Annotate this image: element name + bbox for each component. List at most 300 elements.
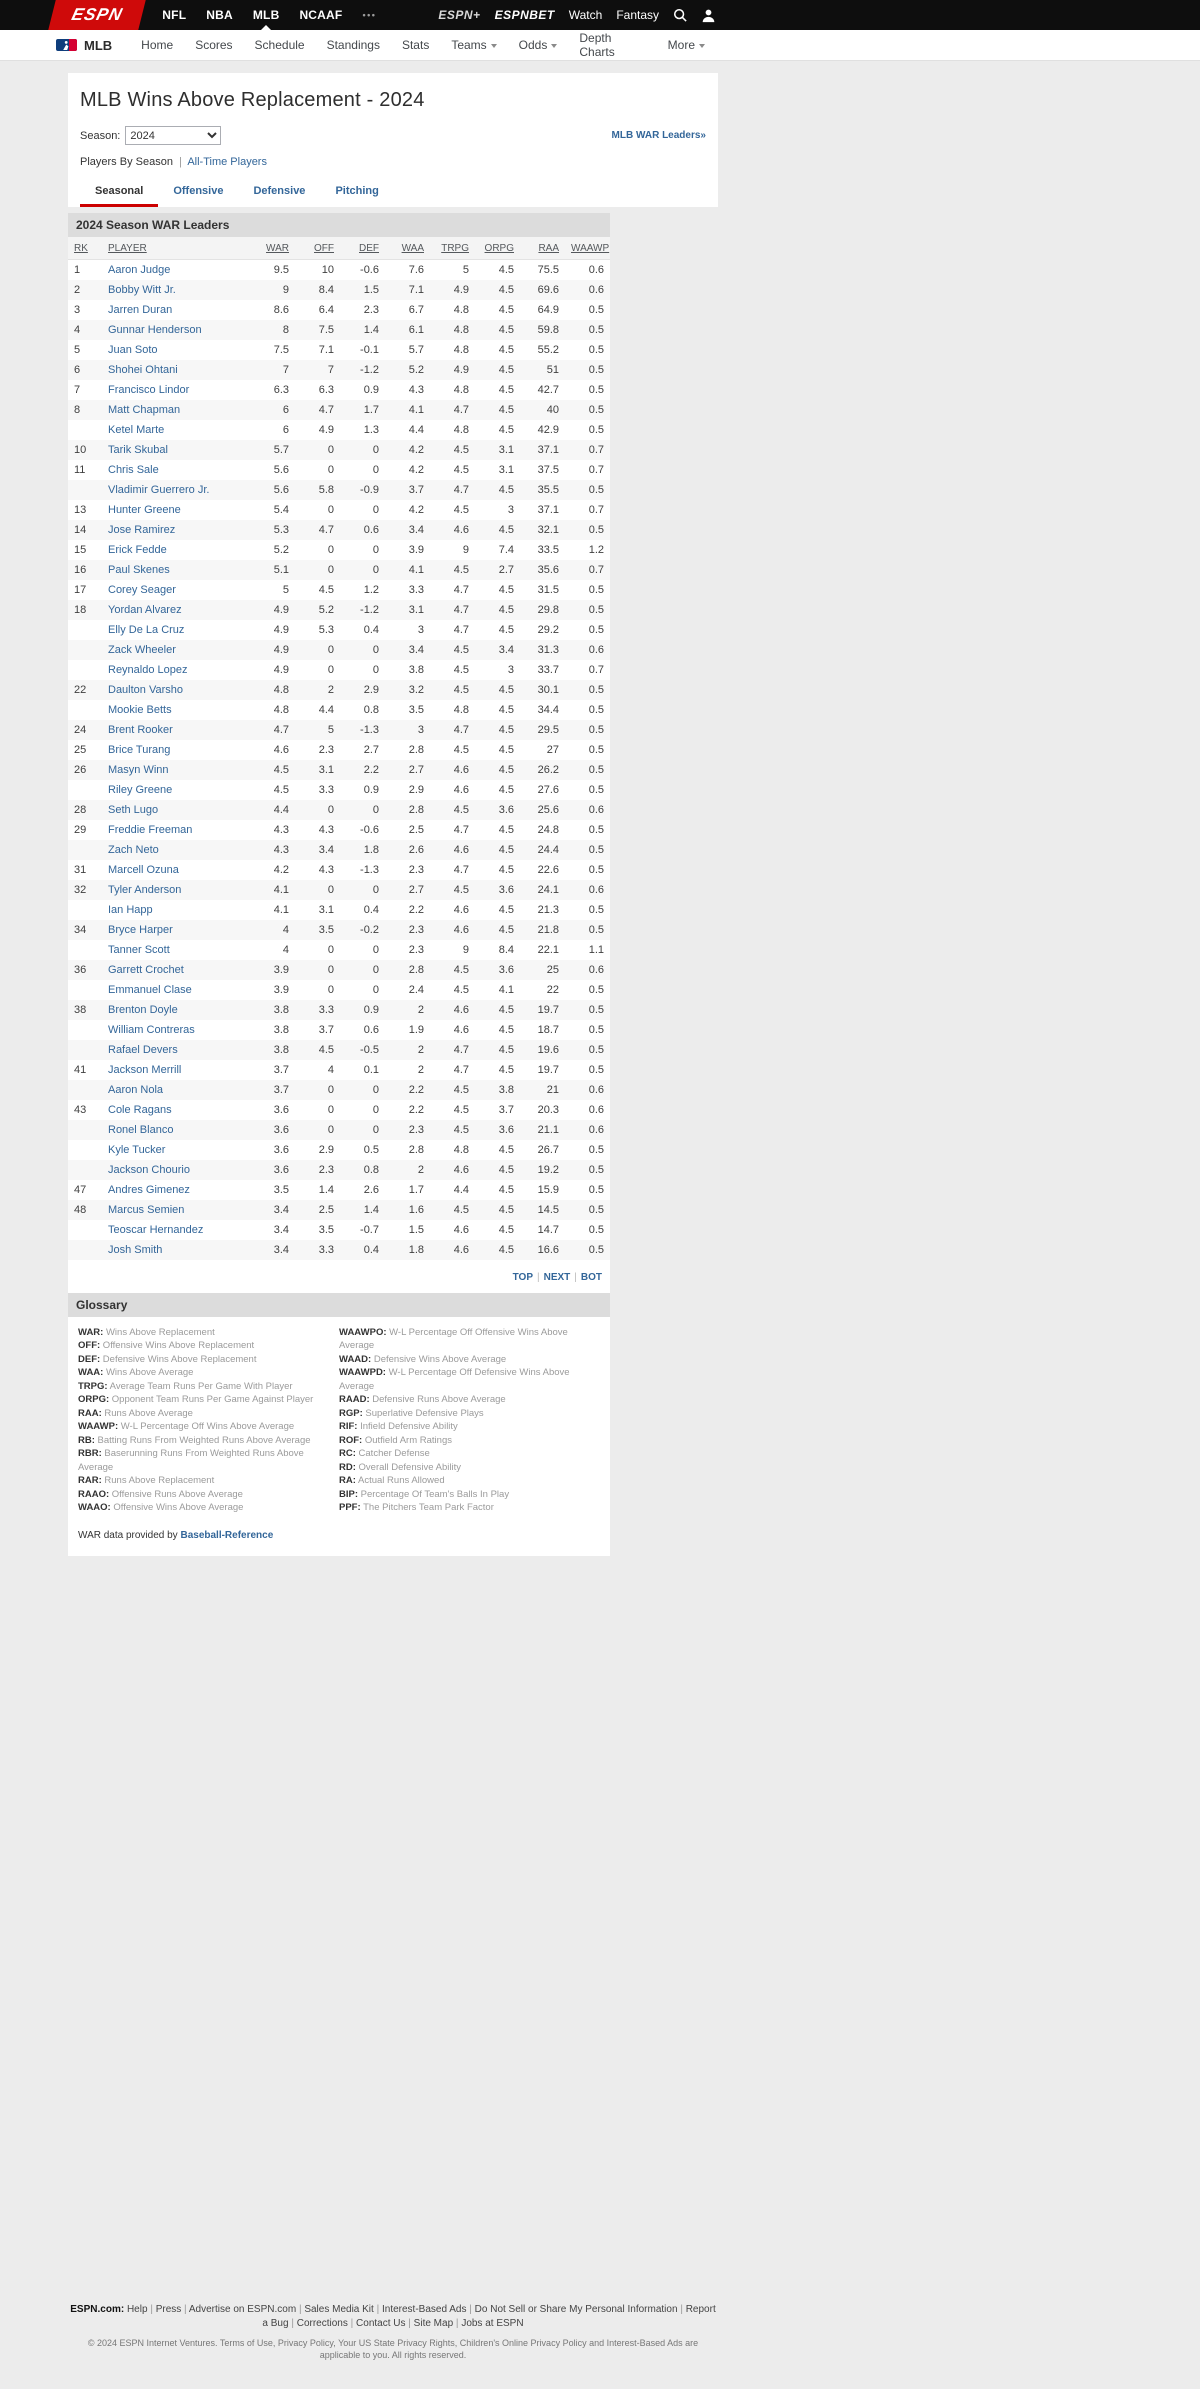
- player-link[interactable]: Andres Gimenez: [108, 1183, 190, 1196]
- player-link[interactable]: Vladimir Guerrero Jr.: [108, 483, 210, 496]
- rank-cell: 32: [74, 883, 87, 896]
- player-link[interactable]: Juan Soto: [108, 343, 158, 356]
- stat-cell: 4.2: [408, 463, 424, 476]
- stat-cell: 4.6: [273, 743, 289, 756]
- stat-cell: 0.5: [588, 363, 604, 376]
- espn-plus-logo[interactable]: ESPN+: [438, 8, 481, 22]
- tab-defensive[interactable]: Defensive: [253, 185, 306, 197]
- stat-cell: 3.4: [273, 1203, 289, 1216]
- player-link[interactable]: Yordan Alvarez: [108, 603, 182, 616]
- stat-cell: 4.5: [498, 683, 514, 696]
- footer-separator: |: [291, 2318, 294, 2329]
- rank-cell: [68, 1020, 102, 1040]
- player-link[interactable]: Jackson Chourio: [108, 1163, 190, 1176]
- stat-cell: 4.5: [498, 363, 514, 376]
- column-header-def[interactable]: DEF: [340, 237, 385, 260]
- stat-cell: 4.7: [318, 403, 334, 416]
- stat-cell: 14.7: [537, 1223, 559, 1236]
- player-cell: [102, 580, 250, 600]
- player-cell: [102, 1160, 250, 1180]
- stat-cell: 0.5: [588, 603, 604, 616]
- stat-cell: 4.6: [453, 1223, 469, 1236]
- player-link[interactable]: Tarik Skubal: [108, 443, 168, 456]
- footer-link-corrections[interactable]: Corrections: [296, 2318, 348, 2329]
- glossary-item: RGP: Superlative Defensive Plays: [339, 1407, 484, 1419]
- table-row: [68, 400, 610, 420]
- rank-cell: 14: [74, 523, 87, 536]
- player-link[interactable]: Paul Skenes: [108, 563, 170, 576]
- player-cell: [102, 280, 250, 300]
- stat-cell: 5.3: [273, 523, 289, 536]
- stat-cell: 0.4: [363, 623, 379, 636]
- stat-cell: 3.7: [273, 1083, 289, 1096]
- player-link[interactable]: Ketel Marte: [108, 423, 165, 436]
- player-link[interactable]: Gunnar Henderson: [108, 323, 202, 336]
- rank-cell: 17: [74, 583, 87, 596]
- stat-cell: 10: [321, 263, 334, 276]
- player-link[interactable]: Brent Rooker: [108, 723, 173, 736]
- player-link[interactable]: Riley Greene: [108, 783, 173, 796]
- stat-cell: 2.4: [408, 983, 424, 996]
- stat-cell: 0.6: [588, 1103, 604, 1116]
- player-link[interactable]: Cole Ragans: [108, 1103, 172, 1116]
- stat-cell: 2.5: [408, 823, 424, 836]
- glossary-item: WAA: Wins Above Average: [78, 1367, 194, 1378]
- stat-cell: 22: [546, 983, 559, 996]
- table-row: [68, 1100, 610, 1120]
- player-cell: [102, 740, 250, 760]
- player-cell: [102, 520, 250, 540]
- player-cell: [102, 820, 250, 840]
- player-link[interactable]: Zack Wheeler: [108, 643, 176, 656]
- glossary-term: WAR:: [78, 1326, 104, 1338]
- player-link[interactable]: Jackson Merrill: [108, 1063, 182, 1076]
- stat-cell: 0.5: [588, 783, 604, 796]
- stat-cell: 7.5: [318, 323, 334, 336]
- stat-cell: 24.1: [537, 883, 559, 896]
- glossary-term: BIP:: [339, 1488, 358, 1500]
- stat-cell: 0: [372, 943, 379, 956]
- player-link[interactable]: Daulton Varsho: [108, 683, 184, 696]
- stat-cell: 3.9: [408, 543, 424, 556]
- stat-cell: 0: [327, 503, 334, 516]
- table-row: [68, 260, 610, 280]
- footer-link-do-not-sell-or-share-my-personal-information[interactable]: Do Not Sell or Share My Personal Information: [474, 2304, 678, 2315]
- stat-cell: 7.1: [318, 343, 334, 356]
- player-cell: [102, 940, 250, 960]
- stat-cell: 9: [282, 283, 289, 296]
- player-link[interactable]: Ronel Blanco: [108, 1123, 174, 1136]
- table-row: [68, 580, 610, 600]
- stat-cell: 0.6: [588, 963, 604, 976]
- league-subnav: [0, 30, 1200, 61]
- stat-cell: 0: [327, 1083, 334, 1096]
- rank-cell: 48: [74, 1203, 87, 1216]
- player-link[interactable]: Matt Chapman: [108, 403, 181, 416]
- footer-link-report-a-bug[interactable]: Report a Bug: [262, 2304, 716, 2329]
- pager-bot[interactable]: BOT: [580, 1271, 602, 1283]
- stat-cell: 0: [327, 963, 334, 976]
- topnav-item-nba[interactable]: NBA: [206, 8, 233, 22]
- player-link[interactable]: Bryce Harper: [108, 923, 173, 936]
- stat-cell: 31.3: [537, 643, 559, 656]
- player-link[interactable]: Rafael Devers: [108, 1043, 178, 1056]
- player-cell: [102, 840, 250, 860]
- rank-cell: [68, 1120, 102, 1140]
- stat-cell: 0.5: [588, 1243, 604, 1256]
- watch-link[interactable]: Watch: [568, 8, 603, 22]
- table-row: [68, 1220, 610, 1240]
- pager-next[interactable]: NEXT: [543, 1271, 571, 1283]
- stat-cell: 8: [282, 323, 289, 336]
- stat-cell: 5.4: [273, 503, 289, 516]
- player-link[interactable]: Tyler Anderson: [108, 883, 182, 896]
- player-link[interactable]: Jarren Duran: [108, 303, 173, 316]
- table-row: [68, 360, 610, 380]
- stat-cell: 2.9: [363, 683, 379, 696]
- stat-cell: 4.8: [273, 683, 289, 696]
- stat-cell: 0.5: [588, 1003, 604, 1016]
- stat-cell: 3.6: [498, 1123, 514, 1136]
- player-link[interactable]: Ian Happ: [108, 903, 153, 916]
- table-row: [68, 1120, 610, 1140]
- stat-cell: 4.8: [453, 423, 469, 436]
- player-link[interactable]: William Contreras: [108, 1023, 195, 1036]
- rank-cell: [68, 620, 102, 640]
- stat-cell: 4.5: [498, 1163, 514, 1176]
- footer-link-interest-based-ads[interactable]: Interest-Based Ads: [381, 2304, 467, 2315]
- column-header-rk[interactable]: RK: [68, 237, 102, 260]
- war-table-body: [68, 260, 610, 1260]
- stat-cell: 4.7: [453, 723, 469, 736]
- stat-cell: 3.3: [408, 583, 424, 596]
- stat-cell: 4.7: [453, 823, 469, 836]
- player-cell: [102, 1220, 250, 1240]
- stat-cell: 4.3: [273, 823, 289, 836]
- player-link[interactable]: Josh Smith: [108, 1243, 163, 1256]
- stat-cell: 2: [327, 683, 334, 696]
- tab-offensive[interactable]: Offensive: [173, 185, 224, 197]
- player-link[interactable]: Teoscar Hernandez: [108, 1223, 204, 1236]
- glossary-term: RAA:: [78, 1407, 102, 1419]
- subnav-item-scores[interactable]: Scores: [195, 38, 233, 52]
- stat-cell: 32.1: [537, 523, 559, 536]
- column-header-player[interactable]: PLAYER: [102, 237, 250, 260]
- stat-cell: 0.5: [363, 1143, 379, 1156]
- player-cell: [102, 760, 250, 780]
- stat-cell: 0.5: [588, 1063, 604, 1076]
- season-select[interactable]: [125, 126, 221, 145]
- tab-seasonal[interactable]: Seasonal: [80, 176, 158, 207]
- stat-cell: 25: [546, 963, 559, 976]
- stat-cell: 35.5: [537, 483, 559, 496]
- stat-cell: 37.5: [537, 463, 559, 476]
- player-link[interactable]: Zach Neto: [108, 843, 159, 856]
- subnav-item-more[interactable]: More: [657, 30, 716, 60]
- rank-cell: 28: [74, 803, 87, 816]
- espn-logo[interactable]: [48, 0, 146, 30]
- player-link[interactable]: Brice Turang: [108, 743, 171, 756]
- player-cell: [102, 320, 250, 340]
- stat-cell: 1.5: [408, 1223, 424, 1236]
- rank-cell: [68, 420, 102, 440]
- stat-cell: 0: [327, 803, 334, 816]
- footer-link-contact-us[interactable]: Contact Us: [356, 2318, 406, 2329]
- stat-cell: 3.9: [273, 983, 289, 996]
- stat-cell: 2.3: [408, 1123, 424, 1136]
- stat-cell: 4.7: [453, 403, 469, 416]
- stat-cell: 0.5: [588, 483, 604, 496]
- stat-cell: 0.5: [588, 743, 604, 756]
- stat-cell: 0.5: [588, 1163, 604, 1176]
- topnav-item-nfl[interactable]: NFL: [162, 8, 187, 22]
- stat-cell: 27.6: [537, 783, 559, 796]
- player-cell: [102, 620, 250, 640]
- stat-cell: 4.5: [498, 603, 514, 616]
- stat-cell: 0.6: [588, 263, 604, 276]
- tab-pitching[interactable]: Pitching: [335, 185, 379, 197]
- stat-cell: -1.2: [360, 363, 379, 376]
- provider-prefix: WAR data provided by: [78, 1529, 178, 1541]
- stat-cell: 0.7: [588, 663, 604, 676]
- glossary-term: PPF:: [339, 1502, 361, 1513]
- season-label: Season:: [80, 129, 121, 142]
- player-link[interactable]: Mookie Betts: [108, 703, 172, 716]
- stat-cell: 4.5: [498, 583, 514, 596]
- table-row: [68, 620, 610, 640]
- subnav-item-teams[interactable]: Teams: [440, 30, 507, 60]
- stat-cell: 1.9: [408, 1023, 424, 1036]
- stat-cell: 3.4: [273, 1223, 289, 1236]
- player-link[interactable]: Tanner Scott: [108, 943, 170, 956]
- player-link[interactable]: Reynaldo Lopez: [108, 663, 188, 676]
- footer-links: [68, 2303, 718, 2331]
- rank-cell: [68, 660, 102, 680]
- glossary-item: ORPG: Opponent Team Runs Per Game Against Player: [78, 1394, 314, 1405]
- mlb-war-leaders-link[interactable]: MLB WAR Leaders»: [611, 130, 706, 141]
- player-link[interactable]: Francisco Lindor: [108, 383, 190, 396]
- stat-cell: 3: [417, 623, 424, 636]
- stat-cell: 2.9: [318, 1143, 334, 1156]
- stat-cell: 0.5: [588, 823, 604, 836]
- page-header-card: [68, 73, 718, 207]
- stat-cell: 3.8: [498, 1083, 514, 1096]
- column-header-waawp[interactable]: WAAWP: [565, 237, 610, 260]
- rank-cell: [68, 780, 102, 800]
- stat-cell: 3.5: [408, 703, 424, 716]
- column-header-raa[interactable]: RAA: [520, 237, 565, 260]
- player-cell: [102, 1140, 250, 1160]
- stat-cell: 2.8: [408, 1143, 424, 1156]
- topnav-item-mlb[interactable]: MLB: [243, 0, 290, 30]
- top-navbar-inner: [52, 0, 716, 30]
- fantasy-link[interactable]: Fantasy: [616, 8, 659, 22]
- stat-cell: 3.6: [498, 883, 514, 896]
- profile-icon[interactable]: [701, 8, 716, 23]
- all-time-players-link[interactable]: All-Time Players: [187, 156, 267, 168]
- stat-cell: 4.5: [453, 663, 469, 676]
- glossary-term: RAR:: [78, 1475, 102, 1486]
- table-row: [68, 640, 610, 660]
- stat-cell: 4.9: [318, 423, 334, 436]
- stat-cell: 4.5: [498, 1183, 514, 1196]
- stat-cell: 0.5: [588, 1183, 604, 1196]
- player-link[interactable]: Kyle Tucker: [108, 1143, 166, 1156]
- column-header-waa[interactable]: WAA: [385, 237, 430, 260]
- baseball-reference-link[interactable]: Baseball-Reference: [180, 1529, 274, 1541]
- footer-separator: |: [376, 2304, 380, 2315]
- stat-cell: 4.6: [453, 1243, 469, 1256]
- stat-cell: 29.8: [537, 603, 559, 616]
- column-header-orpg[interactable]: ORPG: [475, 237, 520, 260]
- glossary-term: WAAWP:: [78, 1421, 119, 1432]
- footer-link-site-map[interactable]: Site Map: [413, 2318, 454, 2329]
- player-link[interactable]: Garrett Crochet: [108, 963, 184, 976]
- pager-top[interactable]: TOP: [512, 1271, 533, 1283]
- stat-cell: 4.5: [453, 1203, 469, 1216]
- stat-cell: -0.2: [360, 923, 379, 936]
- stat-cell: 4.5: [453, 883, 469, 896]
- espn-bet-logo[interactable]: ESPNBET: [494, 8, 555, 22]
- player-link[interactable]: Jose Ramirez: [108, 523, 176, 536]
- column-header-war[interactable]: WAR: [250, 237, 295, 260]
- player-link[interactable]: Bobby Witt Jr.: [108, 283, 176, 296]
- player-link[interactable]: Elly De La Cruz: [108, 623, 185, 636]
- stat-cell: 0.5: [588, 523, 604, 536]
- glossary-term: RC:: [339, 1448, 356, 1459]
- stat-cell: 1.2: [588, 543, 604, 556]
- rank-cell: 22: [74, 683, 87, 696]
- rank-cell: 8: [74, 403, 81, 416]
- stat-cell: 3.5: [318, 1223, 334, 1236]
- glossary-item: TRPG: Average Team Runs Per Game With Player: [78, 1380, 293, 1392]
- player-link[interactable]: Marcus Semien: [108, 1203, 185, 1216]
- stat-cell: 0.5: [588, 863, 604, 876]
- stat-cell: 2.9: [408, 783, 424, 796]
- table-row: [68, 1140, 610, 1160]
- subnav-item-stats[interactable]: Stats: [401, 38, 430, 52]
- footer-link-help[interactable]: Help: [126, 2304, 148, 2315]
- player-cell: [102, 920, 250, 940]
- stat-cell: 3.8: [273, 1043, 289, 1056]
- stat-cell: 0.6: [588, 1123, 604, 1136]
- player-link[interactable]: Hunter Greene: [108, 503, 181, 516]
- column-header-trpg[interactable]: TRPG: [430, 237, 475, 260]
- mlb-home-link[interactable]: [52, 38, 112, 53]
- player-link[interactable]: Brenton Doyle: [108, 1003, 178, 1016]
- stat-cell: 0.5: [588, 983, 604, 996]
- subnav-item-home[interactable]: Home: [141, 38, 174, 52]
- stat-cell: 4.8: [453, 343, 469, 356]
- player-link[interactable]: Marcell Ozuna: [108, 863, 179, 876]
- table-row: [68, 900, 610, 920]
- season-row: [80, 126, 706, 145]
- subnav-item-standings[interactable]: Standings: [326, 38, 380, 52]
- footer-espn-label: ESPN.com:: [70, 2304, 125, 2315]
- search-icon[interactable]: [673, 8, 687, 22]
- glossary-term: RBR:: [78, 1448, 102, 1459]
- stat-cell: 0: [372, 983, 379, 996]
- table-row: [68, 820, 610, 840]
- table-row: [68, 680, 610, 700]
- footer-link-advertise-on-espn-com[interactable]: Advertise on ESPN.com: [188, 2304, 297, 2315]
- player-link[interactable]: Shohei Ohtani: [108, 363, 178, 376]
- player-cell: [102, 880, 250, 900]
- rank-cell: 31: [74, 863, 87, 876]
- stat-cell: 1.7: [408, 1183, 424, 1196]
- subnav-item-odds[interactable]: Odds: [508, 30, 569, 60]
- rank-cell: 11: [74, 463, 86, 476]
- player-cell: [102, 640, 250, 660]
- stat-cell: 3: [507, 503, 514, 516]
- footer-link-sales-media-kit[interactable]: Sales Media Kit: [304, 2304, 374, 2315]
- column-header-off[interactable]: OFF: [295, 237, 340, 260]
- stat-cell: 42.9: [537, 423, 559, 436]
- stat-cell: 5.3: [318, 623, 334, 636]
- player-link[interactable]: Freddie Freeman: [108, 823, 193, 836]
- player-link[interactable]: Chris Sale: [108, 463, 159, 476]
- footer-link-jobs-at-espn[interactable]: Jobs at ESPN: [461, 2318, 524, 2329]
- player-cell: [102, 1060, 250, 1080]
- table-row: [68, 940, 610, 960]
- rank-cell: [68, 840, 102, 860]
- footer-link-press[interactable]: Press: [155, 2304, 182, 2315]
- footer-copyright: © 2024 ESPN Internet Ventures. Terms of Use, Privacy Policy, Your US State Privacy Rights, Children's Online Privacy Policy and Interest-Based Ads are applicable to you. All rights reserved.: [87, 2338, 699, 2360]
- stat-cell: 3.9: [273, 963, 289, 976]
- more-sports-button[interactable]: •••: [362, 10, 377, 20]
- stat-cell: 1.8: [363, 843, 379, 856]
- stat-cell: 7.1: [408, 283, 424, 296]
- stat-cell: -1.3: [360, 863, 379, 876]
- stat-cell: 5.7: [408, 343, 424, 356]
- rank-cell: [68, 1240, 102, 1260]
- stat-cell: 4.4: [453, 1183, 469, 1196]
- table-title: 2024 Season WAR Leaders: [68, 213, 610, 237]
- topbar-right: [438, 8, 716, 23]
- stat-cell: 59.8: [537, 323, 559, 336]
- player-link[interactable]: Corey Seager: [108, 583, 176, 596]
- stat-cell: 19.2: [537, 1163, 559, 1176]
- player-link[interactable]: Seth Lugo: [108, 803, 159, 816]
- stat-cell: -1.2: [360, 603, 379, 616]
- stat-cell: 3.7: [273, 1063, 289, 1076]
- player-link[interactable]: Aaron Nola: [108, 1083, 164, 1096]
- player-link[interactable]: Emmanuel Clase: [108, 983, 192, 996]
- rank-cell: 25: [74, 743, 87, 756]
- subnav-item-schedule[interactable]: Schedule: [254, 38, 305, 52]
- stat-cell: 75.5: [537, 263, 559, 276]
- stat-cell: 4.7: [318, 523, 334, 536]
- stat-cell: 4.5: [453, 563, 469, 576]
- player-link[interactable]: Erick Fedde: [108, 543, 167, 556]
- glossary-term: RAAO:: [78, 1488, 110, 1500]
- stat-cell: 22.6: [537, 863, 559, 876]
- stat-cell: 0: [372, 883, 379, 896]
- stat-cell: 2: [417, 1063, 424, 1076]
- player-cell: [102, 260, 250, 280]
- player-link[interactable]: Masyn Winn: [108, 763, 169, 776]
- stat-cell: 3.7: [318, 1023, 334, 1036]
- player-link[interactable]: Aaron Judge: [108, 263, 171, 276]
- stat-cell: 0.6: [588, 643, 604, 656]
- stat-cell: 1.7: [363, 403, 379, 416]
- glossary-item: RAR: Runs Above Replacement: [78, 1475, 215, 1486]
- player-cell: [102, 380, 250, 400]
- topnav-item-ncaaf[interactable]: NCAAF: [299, 8, 343, 22]
- subnav-item-depth-charts[interactable]: Depth Charts: [579, 31, 615, 59]
- stat-cell: 3: [417, 723, 424, 736]
- stat-cell: -0.6: [360, 263, 379, 276]
